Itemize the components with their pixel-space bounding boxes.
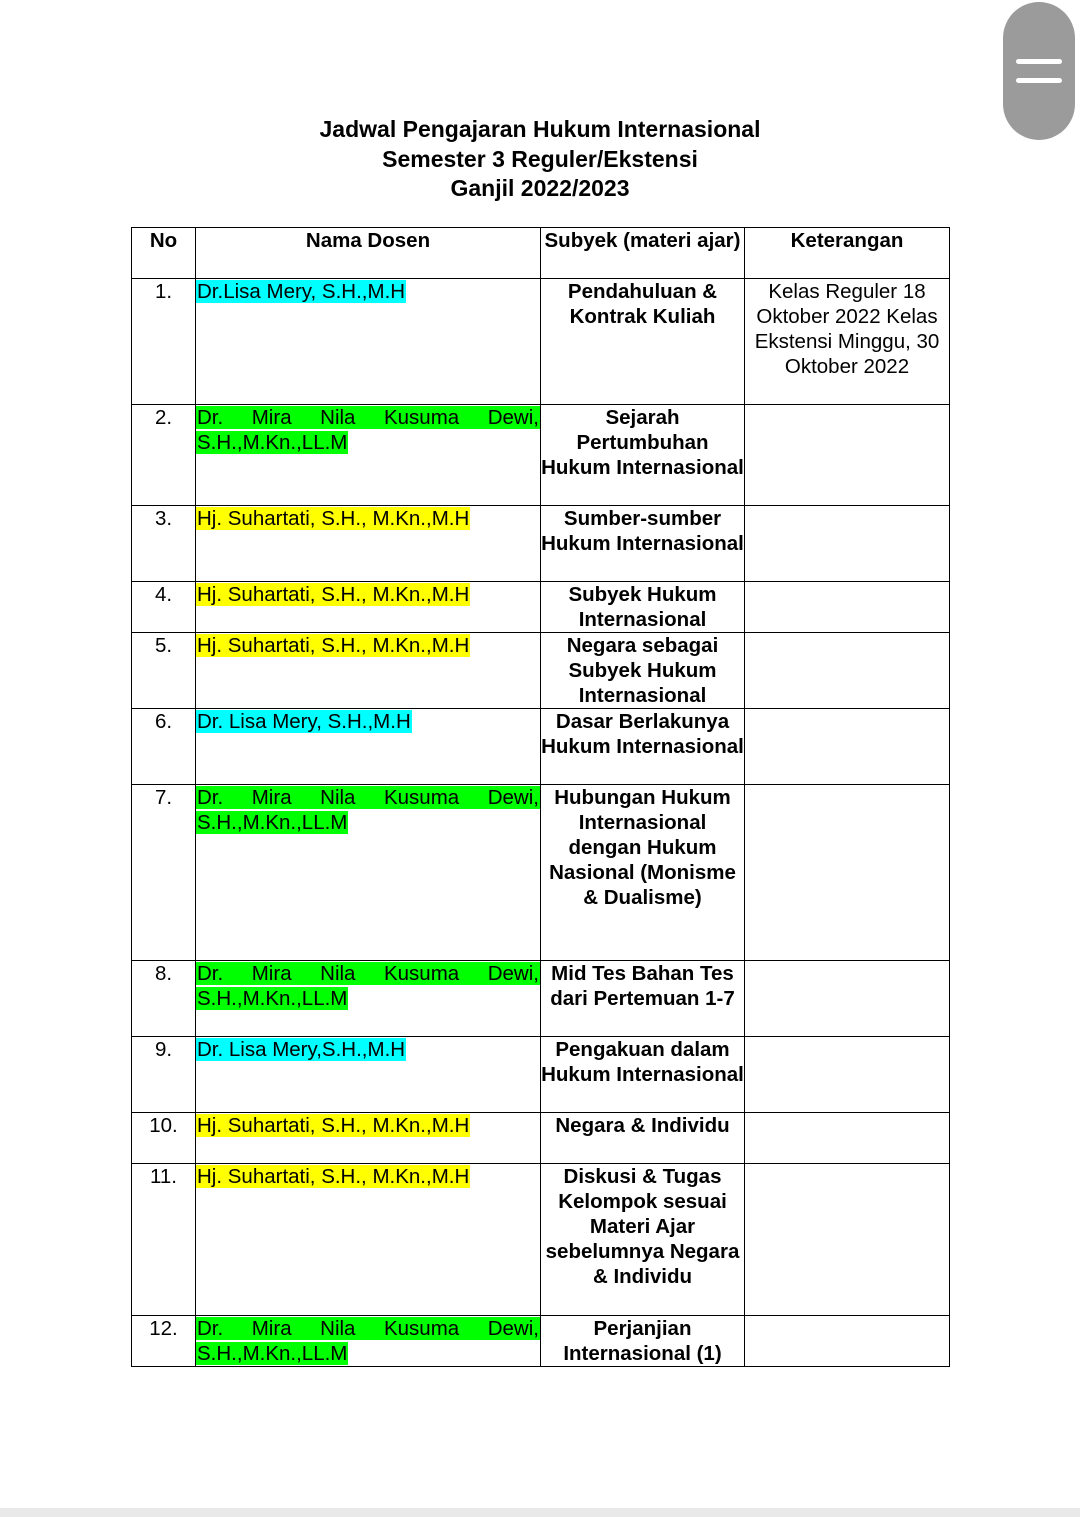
keterangan-cell	[745, 633, 950, 709]
table-row	[132, 582, 950, 633]
keterangan-cell	[745, 1164, 950, 1316]
dosen-name: Dr. Mira Nila Kusuma Dewi, S.H.,M.Kn.,LL.M	[197, 1317, 539, 1365]
document-title	[0, 115, 1080, 204]
dosen-name: Hj. Suhartati, S.H., M.Kn.,M.H	[197, 583, 470, 606]
dosen-name: Dr. Mira Nila Kusuma Dewi, S.H.,M.Kn.,LL.M	[197, 962, 539, 1010]
dosen-cell	[196, 633, 541, 709]
row-number: 9.	[132, 1037, 196, 1113]
keterangan-cell	[745, 1316, 950, 1367]
subyek-cell: Pengakuan dalam Hukum Internasional	[541, 1037, 745, 1113]
subyek-cell: Mid Tes Bahan Tes dari Pertemuan 1-7	[541, 961, 745, 1037]
table-header-row	[132, 228, 950, 279]
table-row	[132, 785, 950, 961]
subyek-cell: Diskusi & Tugas Kelompok sesuai Materi Ajar sebelumnya Negara & Individu	[541, 1164, 745, 1316]
row-number: 5.	[132, 633, 196, 709]
keterangan-cell	[745, 405, 950, 506]
dosen-name: Hj. Suhartati, S.H., M.Kn.,M.H	[197, 1114, 470, 1137]
header-keterangan: Keterangan	[745, 228, 950, 279]
keterangan-cell	[745, 506, 950, 582]
table-row	[132, 1113, 950, 1164]
row-number: 8.	[132, 961, 196, 1037]
title-line-2: Semester 3 Reguler/Ekstensi	[382, 145, 698, 172]
subyek-cell: Dasar Berlakunya Hukum Internasional	[541, 709, 745, 785]
dosen-cell	[196, 1164, 541, 1316]
dosen-cell	[196, 1037, 541, 1113]
title-line-3: Ganjil 2022/2023	[450, 175, 630, 201]
subyek-cell: Pendahuluan & Kontrak Kuliah	[541, 279, 745, 405]
subyek-cell: Perjanjian Internasional (1)	[541, 1316, 745, 1367]
table-row	[132, 633, 950, 709]
dosen-name: Dr. Mira Nila Kusuma Dewi, S.H.,M.Kn.,LL.M	[197, 786, 539, 834]
subyek-cell: Hubungan Hukum Internasional dengan Hukum Nasional (Monisme & Dualisme)	[541, 785, 745, 961]
subyek-cell: Negara & Individu	[541, 1113, 745, 1164]
row-number: 12.	[132, 1316, 196, 1367]
header-subyek: Subyek (materi ajar)	[541, 228, 745, 279]
subyek-cell: Sumber-sumber Hukum Internasional	[541, 506, 745, 582]
dosen-cell	[196, 709, 541, 785]
keterangan-cell	[745, 1037, 950, 1113]
table-row	[132, 1316, 950, 1367]
dosen-name: Dr.Lisa Mery, S.H.,M.H	[197, 280, 406, 303]
keterangan-cell: Kelas Reguler 18 Oktober 2022 Kelas Ekstensi Minggu, 30 Oktober 2022	[745, 279, 950, 405]
row-number: 1.	[132, 279, 196, 405]
dosen-cell	[196, 506, 541, 582]
dosen-name: Hj. Suhartati, S.H., M.Kn.,M.H	[197, 1165, 470, 1188]
row-number: 2.	[132, 405, 196, 506]
dosen-name: Dr. Lisa Mery,S.H.,M.H	[197, 1038, 406, 1061]
subyek-cell: Sejarah Pertumbuhan Hukum Internasional	[541, 405, 745, 506]
table-row	[132, 405, 950, 506]
subyek-cell: Subyek Hukum Internasional	[541, 582, 745, 633]
dosen-cell	[196, 405, 541, 506]
dosen-cell	[196, 785, 541, 961]
row-number: 11.	[132, 1164, 196, 1316]
schedule-table	[131, 227, 950, 1367]
keterangan-cell	[745, 709, 950, 785]
keterangan-cell	[745, 961, 950, 1037]
row-number: 10.	[132, 1113, 196, 1164]
dosen-cell	[196, 1316, 541, 1367]
header-no: No	[132, 228, 196, 279]
keterangan-cell	[745, 785, 950, 961]
header-nama-dosen: Nama Dosen	[196, 228, 541, 279]
subyek-cell: Negara sebagai Subyek Hukum Internasional	[541, 633, 745, 709]
table-row	[132, 1164, 950, 1316]
table-row	[132, 961, 950, 1037]
row-number: 7.	[132, 785, 196, 961]
table-body	[132, 279, 950, 1367]
row-number: 3.	[132, 506, 196, 582]
keterangan-cell	[745, 1113, 950, 1164]
dosen-cell	[196, 1113, 541, 1164]
dosen-name: Dr. Lisa Mery, S.H.,M.H	[197, 710, 411, 733]
keterangan-cell	[745, 582, 950, 633]
row-number: 6.	[132, 709, 196, 785]
dosen-cell	[196, 961, 541, 1037]
row-number: 4.	[132, 582, 196, 633]
bottom-bar	[0, 1508, 1080, 1517]
hamburger-icon-bar	[1016, 78, 1062, 83]
dosen-cell	[196, 279, 541, 405]
dosen-cell	[196, 582, 541, 633]
title-line-1: Jadwal Pengajaran Hukum Internasional	[319, 116, 761, 142]
hamburger-icon	[1016, 59, 1062, 64]
dosen-name: Hj. Suhartati, S.H., M.Kn.,M.H	[197, 634, 470, 657]
dosen-name: Dr. Mira Nila Kusuma Dewi, S.H.,M.Kn.,LL.M	[197, 406, 539, 454]
table-row	[132, 1037, 950, 1113]
table-row	[132, 506, 950, 582]
dosen-name: Hj. Suhartati, S.H., M.Kn.,M.H	[197, 507, 470, 530]
table-row	[132, 709, 950, 785]
table-row	[132, 279, 950, 405]
